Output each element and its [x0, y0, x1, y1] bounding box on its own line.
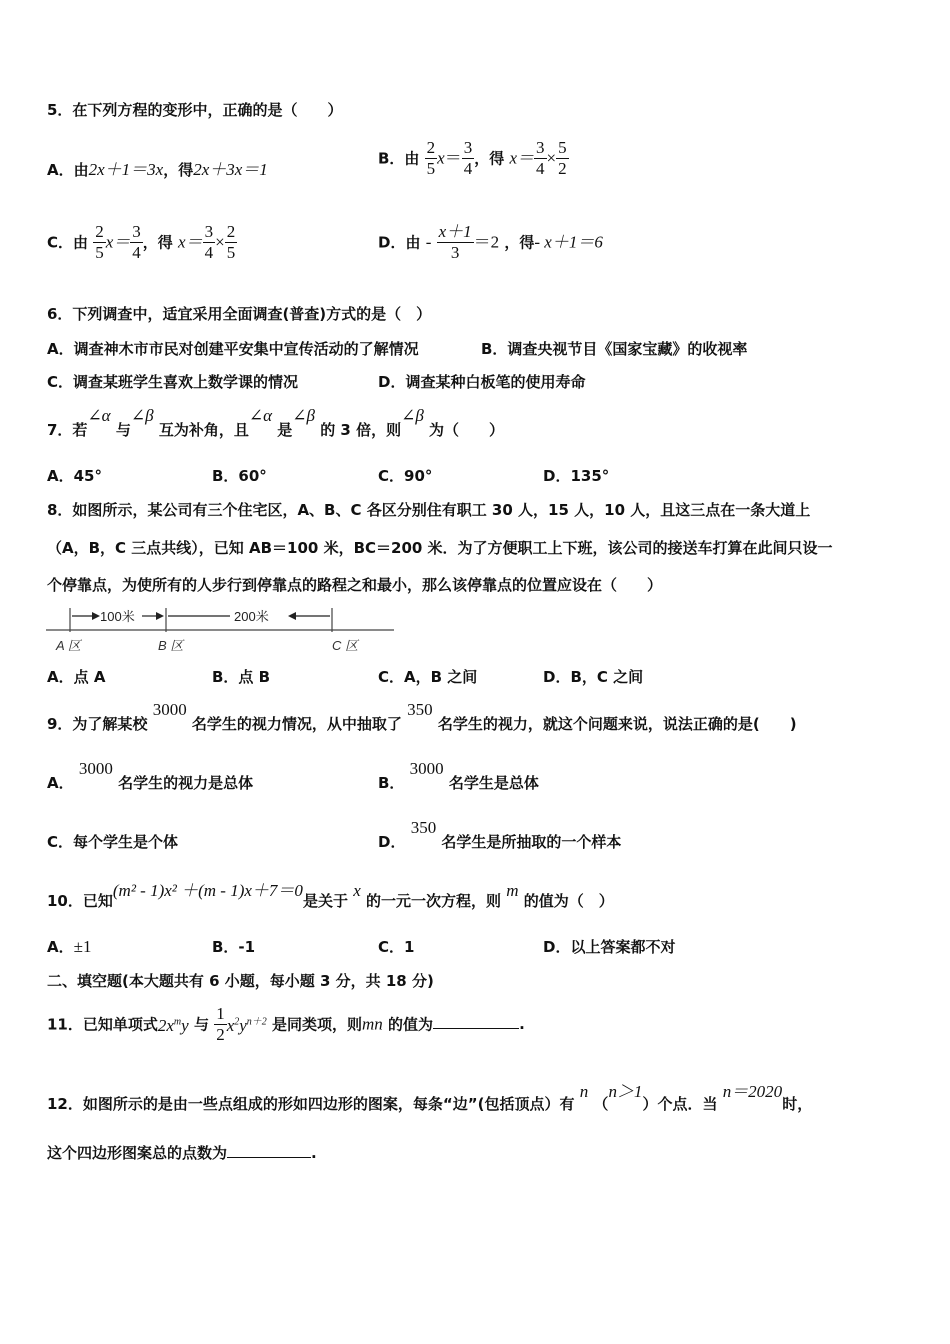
q7-option-a: A．45° [47, 467, 102, 485]
q8-stem-line2: （A，B，C 三点共线），已知 AB＝100 米，BC＝200 米．为了方便职工上下班，该公司的接送车打算在此间只设一 [47, 539, 833, 557]
q9-a-n: 3000 [78, 759, 113, 778]
q6-option-d: D．调查某种白板笔的使用寿命 [378, 373, 586, 391]
q7-p4: 是 [277, 421, 293, 439]
q12-end: . [311, 1144, 317, 1162]
q8-figure [44, 604, 396, 658]
q8-option-d: D．B，C 之间 [543, 668, 644, 686]
q5-b-frac1: $\frac{2}{5}$ [426, 138, 436, 178]
q9-d-label: D． [378, 833, 406, 851]
q5-a-eq2: 2x＋3x＝1 [193, 160, 268, 179]
q12-p1: 12．如图所示的是由一些点组成的形如四边形的图案，每条“边”(包括顶点）有 [47, 1095, 575, 1113]
q10-p2: 是关于 [302, 892, 348, 910]
q11-p4: 的值为 [388, 1015, 434, 1034]
q11-p3: 是同类项，则 [272, 1015, 363, 1034]
q9-stem [47, 700, 797, 734]
q5-d-eq: ＝2 [473, 232, 500, 252]
q12-line2: 这个四边形图案总的点数为 [47, 1144, 228, 1162]
q5-option-c [47, 222, 237, 263]
q9-a-label: A． [47, 774, 74, 792]
q10-p1: 10．已知 [47, 892, 113, 910]
q10-stem [47, 881, 614, 911]
q7-alpha: ∠α [87, 406, 111, 425]
q9-b-text: 名学生是总体 [448, 774, 539, 792]
q10-option-c: C．1 [378, 938, 415, 956]
q7-beta-3: ∠β [401, 406, 424, 425]
q12-eq: n＝2020 [722, 1082, 783, 1101]
q5-c-frac4: $\frac{2}{5}$ [226, 222, 236, 262]
q8-stem-line3: 个停靠点，为使所有的人步行到停靠点的路程之和最小，那么该停靠点的位置应设在（ ） [47, 576, 663, 594]
q9-p3: 名学生的视力，就这个问题来说，说法正确的是( ) [437, 715, 797, 733]
q8-option-b: B．点 B [212, 668, 271, 686]
q10-option-a [47, 937, 91, 957]
q6-option-c: C．调查某班学生喜欢上数学课的情况 [47, 373, 299, 391]
q5-b-mid: ，得 [474, 149, 505, 168]
q10-a-label: A． [47, 938, 74, 956]
q7-p2: 与 [115, 421, 131, 439]
q5-d-label: D．由 [378, 233, 421, 252]
q10-option-d: D．以上答案都不对 [543, 938, 676, 956]
q10-p3: 的一元一次方程，则 [365, 892, 501, 910]
q9-option-a [47, 759, 254, 793]
q9-b-n: 3000 [409, 759, 444, 778]
q9-n1: 3000 [152, 700, 187, 719]
q7-option-d: D．135° [543, 467, 610, 485]
q11-mn: mn [362, 1014, 383, 1034]
q11-end: . [519, 1015, 525, 1033]
q5-a-label: A．由 [47, 161, 89, 179]
section-2-heading: 二、填空题(本大题共有 6 小题，每小题 3 分，共 18 分) [47, 972, 434, 990]
q7-alpha-2: ∠α [248, 406, 272, 425]
q9-b-label: B． [378, 774, 405, 792]
q5-c-frac2: $\frac{3}{4}$ [132, 222, 141, 262]
q11-stem [47, 1004, 525, 1045]
q5-a-mid: ，得 [163, 161, 194, 179]
q8-option-a: A．点 A [47, 668, 106, 686]
q11-mono2: $x^2y^{n+2}$ [226, 1016, 267, 1036]
q7-p6: 为（ ） [429, 421, 505, 439]
q7-p5: 的 3 倍，则 [320, 421, 402, 439]
q9-p2: 名学生的视力情况，从中抽取了 [191, 715, 402, 733]
q7-option-b: B．60° [212, 467, 267, 485]
q10-equation: (m² - 1)x² ＋(m - 1)x＋7＝0 [112, 881, 303, 900]
q12-p4: 时， [782, 1095, 813, 1113]
q7-p3: 互为补角，且 [158, 421, 249, 439]
q9-n2: 350 [407, 700, 433, 719]
q5-d-result: - x＋1＝6 [534, 232, 603, 252]
q8-option-c: C．A，B 之间 [378, 668, 478, 686]
q5-a-eq1: 2x＋1＝3x [88, 160, 164, 179]
q12-cond: n＞1 [608, 1082, 643, 1101]
label-b-zone: B 区 [158, 638, 184, 653]
q11-p2: 与 [193, 1015, 209, 1034]
q5-b-x: x [437, 148, 445, 168]
q5-c-frac3: $\frac{3}{4}$ [204, 222, 214, 262]
q5-b-frac3: $\frac{3}{4}$ [536, 138, 545, 178]
q12-p3: ）个点．当 [642, 1095, 718, 1113]
q5-d-frac: $\frac{x+1}{3}$ [438, 222, 472, 262]
q6-option-a: A．调查神木市市民对创建平安集中宣传活动的了解情况 [47, 340, 419, 358]
q11-p1: 11．已知单项式 [47, 1015, 158, 1034]
q6-option-b: B．调查央视节目《国家宝藏》的收视率 [481, 340, 748, 358]
label-c-zone: C 区 [332, 638, 359, 653]
q7-p1: 7．若 [47, 421, 88, 439]
q9-a-text: 名学生的视力是总体 [118, 774, 254, 792]
q10-p4: 的值为（ ） [523, 892, 614, 910]
q9-option-b [378, 759, 539, 793]
q6-stem: 6．下列调查中，适宜采用全面调查(普查)方式的是（ ） [47, 305, 432, 323]
q5-c-x2: x＝ [178, 232, 203, 252]
q5-option-b: B．由 $\frac{2}{5}$ x＝ $\frac{3}{4}$ ，得 x＝ $\frac{3}{4}$ × $\frac{5}{2}$ [378, 138, 567, 178]
q7-option-c: C．90° [378, 467, 433, 485]
q12-stem-line2 [47, 1143, 317, 1163]
label-200m: 200米 [234, 609, 269, 624]
q9-option-c: C．每个学生是个体 [47, 833, 179, 851]
q7-stem [47, 406, 505, 440]
q12-stem-line1 [47, 1082, 813, 1114]
q5-b-times: × [546, 148, 557, 168]
q12-answer-blank[interactable] [227, 1143, 311, 1158]
q5-b-frac4: $\frac{5}{2}$ [558, 138, 567, 178]
q11-frac: $\frac{1}{2}$ [216, 1004, 225, 1044]
q5-d-minus: - [425, 232, 432, 252]
q12-p2: （ [593, 1095, 609, 1113]
q8-stem-line1: 8．如图所示，某公司有三个住宅区，A、B、C 各区分别住有职工 30 人，15 人，10 人，且这三点在一条大道上 [47, 501, 811, 519]
q10-x: x [353, 881, 361, 900]
q10-m: m [506, 881, 519, 900]
q5-c-x: x＝ [105, 232, 131, 252]
q5-c-frac1: $\frac{2}{5}$ [95, 222, 104, 262]
label-100m: 100米 [100, 609, 135, 624]
q5-d-mid: ，得 [504, 233, 535, 252]
q9-d-text: 名学生是所抽取的一个样本 [441, 833, 622, 851]
label-a-zone: A 区 [56, 638, 81, 653]
q11-mono1: $2x^my$ [157, 1016, 189, 1036]
q12-n: n [579, 1082, 589, 1101]
q7-beta: ∠β [130, 406, 154, 425]
q5-b-label: B．由 [378, 149, 420, 168]
q9-d-n: 350 [410, 818, 437, 837]
q7-beta-2: ∠β [292, 406, 315, 425]
arrow-ab-left-head [92, 612, 100, 620]
q5-c-times: × [215, 232, 225, 252]
q5-c-label: C．由 [47, 233, 89, 252]
q5-b-x2: x＝ [509, 148, 535, 168]
arrow-ab-right-head [156, 612, 164, 620]
q5-stem: 5．在下列方程的变形中，正确的是（ ） [47, 101, 343, 119]
q10-option-b: B．-1 [212, 938, 256, 956]
q5-option-a [47, 160, 268, 180]
q5-c-mid: ，得 [142, 233, 173, 252]
q5-b-frac2: $\frac{3}{4}$ [463, 138, 473, 178]
q9-p1: 9．为了解某校 [47, 715, 148, 733]
q10-a-val: ±1 [73, 937, 92, 956]
q11-answer-blank[interactable] [433, 1014, 519, 1029]
q9-option-d [378, 818, 622, 852]
q5-option-d [378, 222, 603, 263]
